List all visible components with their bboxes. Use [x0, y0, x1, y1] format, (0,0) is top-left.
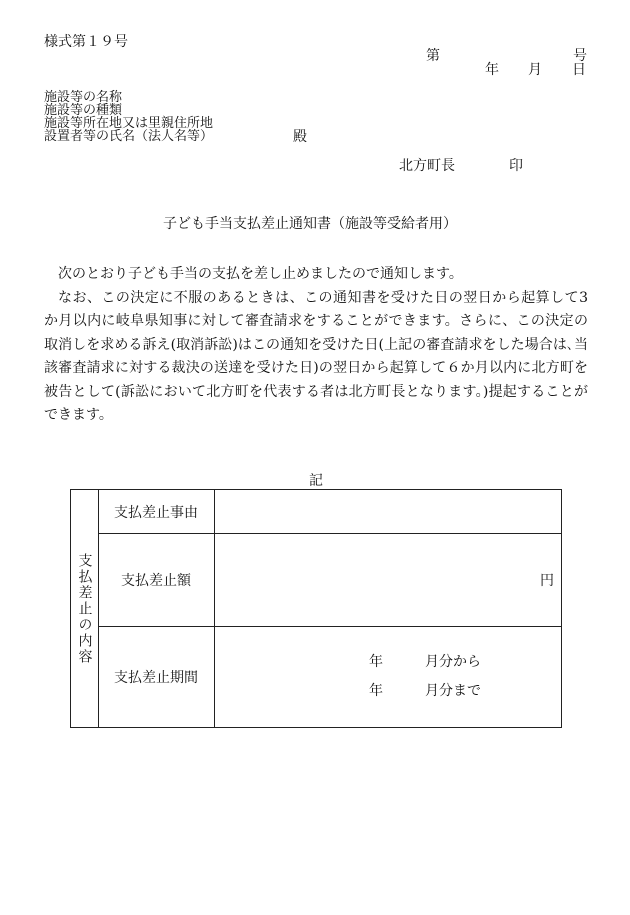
section-label-cell	[71, 490, 98, 727]
doc-number-suffix: 号	[573, 48, 587, 64]
body-paragraph-1: 次のとおり子ども手当の支払を差し止めましたので通知します。	[58, 266, 463, 282]
issuer-name: 北方町長	[399, 158, 455, 174]
doc-number-prefix: 第	[426, 48, 440, 64]
period-label-cell	[98, 627, 214, 727]
document-title: 子ども手当支払差止通知書（施設等受給者用）	[163, 216, 457, 232]
period-from-month: 月分から	[425, 654, 481, 670]
record-label: 記	[309, 473, 323, 489]
amount-label-cell	[98, 534, 214, 626]
form-number: 様式第１９号	[44, 34, 128, 50]
body-paragraph-2: なお、この決定に不服のあるときは、この通知書を受けた日の翌日から起算して3 か月以内に岐阜県知事に対して審査請求をすることができます。さらに、この決定の取消しを求める訴え(取消訴訟)はこの通知を受けた日(上記の審査請求をした場合は､当該審査請求に対する裁決の送達を受けた日)の翌日から起算して６か月以内に北方町を被告として(訴訟において北方町を代表する者は北方町長となります。)提起することができます。	[44, 289, 588, 423]
date-year: 年	[485, 62, 499, 78]
period-to-month: 月分まで	[425, 683, 481, 699]
facility-name-label: 施設等の名称	[44, 90, 123, 105]
period-label: 支払差止期間	[114, 670, 198, 686]
facility-type-label: 施設等の種類	[44, 103, 123, 118]
amount-label: 支払差止額	[121, 573, 191, 589]
issuer-seal: 印	[509, 158, 523, 174]
body-text	[44, 263, 588, 428]
date-month: 月	[528, 62, 542, 78]
period-to-year: 年	[369, 683, 383, 699]
amount-value-cell	[214, 534, 561, 626]
date-day: 日	[572, 62, 586, 78]
suspension-details-table	[70, 489, 562, 728]
amount-unit: 円	[540, 573, 554, 589]
reason-value-cell	[214, 490, 561, 533]
reason-label: 支払差止事由	[114, 504, 198, 521]
section-label: 支払差止の内容	[76, 552, 93, 665]
period-from-year: 年	[369, 654, 383, 670]
facility-owner-label: 設置者等の氏名（法人名等）	[44, 129, 214, 144]
reason-label-cell	[98, 490, 214, 533]
honorific: 殿	[293, 129, 307, 145]
facility-address-label: 施設等所在地又は里親住所地	[44, 116, 214, 131]
